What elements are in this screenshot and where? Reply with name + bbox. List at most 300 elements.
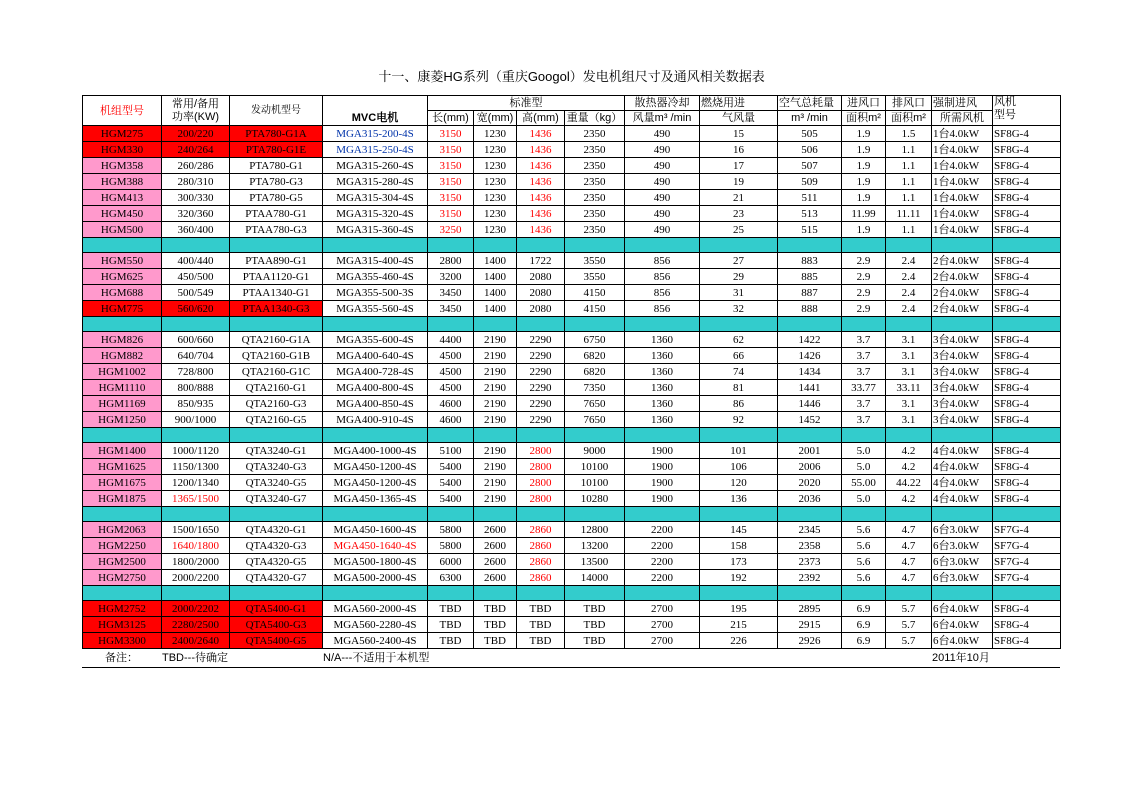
separator-cell — [428, 428, 474, 443]
group-separator — [83, 428, 1061, 443]
cell-combustion-air: 215 — [700, 617, 778, 633]
cell-outlet-area: 3.1 — [886, 412, 932, 428]
notes-tbd: TBD---待确定 — [161, 649, 322, 668]
cell-fan-model: SF8G-4 — [993, 348, 1061, 364]
cell-width: 2190 — [474, 443, 517, 459]
cell-airflow: 490 — [625, 142, 700, 158]
cell-engine: PTAA1120-G1 — [230, 269, 323, 285]
cell-air-total: 515 — [778, 222, 842, 238]
cell-power: 800/888 — [162, 380, 230, 396]
separator-cell — [565, 317, 625, 332]
cell-inlet-area: 5.6 — [842, 538, 886, 554]
cell-inlet-area: 1.9 — [842, 142, 886, 158]
cell-width: 2600 — [474, 570, 517, 586]
cell-width: 1230 — [474, 222, 517, 238]
cell-power: 500/549 — [162, 285, 230, 301]
cell-inlet-area: 3.7 — [842, 332, 886, 348]
page-title: 十一、康菱HG系列（重庆Googol）发电机组尺寸及通风相关数据表 — [83, 58, 1061, 96]
cell-alternator: MGA315-320-4S — [323, 206, 428, 222]
cell-width: 1400 — [474, 269, 517, 285]
cell-alternator: MGA355-560-4S — [323, 301, 428, 317]
cell-alternator: MGA450-1200-4S — [323, 475, 428, 491]
cell-power: 900/1000 — [162, 412, 230, 428]
cell-outlet-area: 2.4 — [886, 253, 932, 269]
cell-model: HGM2752 — [83, 601, 162, 617]
cell-air-total: 1426 — [778, 348, 842, 364]
cell-combustion-air: 31 — [700, 285, 778, 301]
cell-engine: QTA4320-G3 — [230, 538, 323, 554]
table-row — [83, 285, 1061, 301]
cell-height: 2290 — [517, 380, 565, 396]
cell-airflow: 856 — [625, 301, 700, 317]
separator-cell — [886, 586, 932, 601]
cell-weight: 14000 — [565, 570, 625, 586]
cell-weight: TBD — [565, 633, 625, 649]
cell-engine: QTA5400-G5 — [230, 633, 323, 649]
separator-cell — [842, 317, 886, 332]
cell-engine: QTA3240-G3 — [230, 459, 323, 475]
cell-model: HGM2250 — [83, 538, 162, 554]
cell-airflow: 490 — [625, 126, 700, 142]
cell-power: 320/360 — [162, 206, 230, 222]
cell-power: 1150/1300 — [162, 459, 230, 475]
table-row — [83, 570, 1061, 586]
separator-cell — [993, 428, 1061, 443]
separator-cell — [625, 317, 700, 332]
cell-length: 3150 — [428, 174, 474, 190]
cell-power: 728/800 — [162, 364, 230, 380]
separator-cell — [700, 238, 778, 253]
cell-model: HGM688 — [83, 285, 162, 301]
cell-air-total: 1422 — [778, 332, 842, 348]
cell-length: 5800 — [428, 538, 474, 554]
cell-length: 3450 — [428, 301, 474, 317]
cell-model: HGM550 — [83, 253, 162, 269]
cell-engine: QTA3240-G5 — [230, 475, 323, 491]
cell-forced-fans: 1台4.0kW — [932, 174, 993, 190]
separator-cell — [932, 428, 993, 443]
cell-combustion-air: 23 — [700, 206, 778, 222]
cell-weight: TBD — [565, 617, 625, 633]
cell-outlet-area: 2.4 — [886, 301, 932, 317]
cell-height: 2290 — [517, 396, 565, 412]
cell-engine: QTA2160-G1 — [230, 380, 323, 396]
notes-date: 2011年10月 — [931, 649, 1060, 668]
table-row — [83, 443, 1061, 459]
cell-model: HGM882 — [83, 348, 162, 364]
cell-power: 1800/2000 — [162, 554, 230, 570]
cell-forced-fans: 6台3.0kW — [932, 554, 993, 570]
cell-weight: 6750 — [565, 332, 625, 348]
cell-height: 2860 — [517, 522, 565, 538]
cell-fan-model: SF8G-4 — [993, 364, 1061, 380]
cell-outlet-area: 2.4 — [886, 269, 932, 285]
cell-combustion-air: 226 — [700, 633, 778, 649]
cell-engine: QTA5400-G3 — [230, 617, 323, 633]
separator-cell — [323, 317, 428, 332]
cell-model: HGM275 — [83, 126, 162, 142]
cell-length: 6000 — [428, 554, 474, 570]
cell-airflow: 2700 — [625, 633, 700, 649]
cell-length: 5100 — [428, 443, 474, 459]
separator-cell — [474, 428, 517, 443]
group-separator — [83, 507, 1061, 522]
cell-model: HGM2500 — [83, 554, 162, 570]
cell-engine: PTAA780-G3 — [230, 222, 323, 238]
cell-inlet-area: 2.9 — [842, 269, 886, 285]
header-standard-type: 标准型 — [428, 96, 625, 111]
cell-inlet-area: 6.9 — [842, 633, 886, 649]
cell-weight: 3550 — [565, 253, 625, 269]
cell-combustion-air: 106 — [700, 459, 778, 475]
cell-length: TBD — [428, 617, 474, 633]
cell-forced-fans: 6台3.0kW — [932, 538, 993, 554]
table-row — [83, 174, 1061, 190]
cell-airflow: 1360 — [625, 364, 700, 380]
cell-length: 3200 — [428, 269, 474, 285]
cell-combustion-air: 62 — [700, 332, 778, 348]
separator-cell — [700, 586, 778, 601]
cell-engine: QTA4320-G5 — [230, 554, 323, 570]
cell-model: HGM450 — [83, 206, 162, 222]
cell-model: HGM1400 — [83, 443, 162, 459]
separator-cell — [162, 317, 230, 332]
cell-length: 5800 — [428, 522, 474, 538]
cell-power: 450/500 — [162, 269, 230, 285]
cell-width: TBD — [474, 601, 517, 617]
cell-air-total: 513 — [778, 206, 842, 222]
cell-forced-fans: 4台4.0kW — [932, 443, 993, 459]
cell-air-total: 2373 — [778, 554, 842, 570]
table-row — [83, 206, 1061, 222]
cell-height: 2080 — [517, 285, 565, 301]
separator-cell — [886, 317, 932, 332]
notes-blank — [516, 649, 931, 668]
cell-outlet-area: 1.5 — [886, 126, 932, 142]
separator-cell — [993, 507, 1061, 522]
separator-cell — [517, 238, 565, 253]
cell-airflow: 1900 — [625, 475, 700, 491]
cell-power: 360/400 — [162, 222, 230, 238]
table-row — [83, 190, 1061, 206]
cell-weight: 2350 — [565, 126, 625, 142]
cell-weight: 2350 — [565, 206, 625, 222]
separator-cell — [230, 507, 323, 522]
cell-weight: 4150 — [565, 285, 625, 301]
cell-combustion-air: 86 — [700, 396, 778, 412]
cell-forced-fans: 3台4.0kW — [932, 332, 993, 348]
cell-length: TBD — [428, 633, 474, 649]
cell-alternator: MGA450-1640-4S — [323, 538, 428, 554]
cell-width: 2190 — [474, 491, 517, 507]
separator-cell — [83, 507, 162, 522]
table-row — [83, 601, 1061, 617]
cell-air-total: 885 — [778, 269, 842, 285]
cell-airflow: 1360 — [625, 412, 700, 428]
cell-power: 600/660 — [162, 332, 230, 348]
cell-forced-fans: 2台4.0kW — [932, 285, 993, 301]
cell-power: 2400/2640 — [162, 633, 230, 649]
separator-cell — [778, 238, 842, 253]
cell-inlet-area: 5.0 — [842, 491, 886, 507]
spreadsheet — [82, 58, 1040, 668]
cell-height: 1436 — [517, 174, 565, 190]
cell-weight: 7350 — [565, 380, 625, 396]
cell-airflow: 1900 — [625, 491, 700, 507]
separator-cell — [517, 507, 565, 522]
cell-alternator: MGA500-2000-4S — [323, 570, 428, 586]
separator-cell — [993, 586, 1061, 601]
separator-cell — [474, 507, 517, 522]
cell-air-total: 2915 — [778, 617, 842, 633]
cell-combustion-air: 16 — [700, 142, 778, 158]
cell-model: HGM358 — [83, 158, 162, 174]
cell-outlet-area: 5.7 — [886, 601, 932, 617]
separator-cell — [932, 238, 993, 253]
cell-forced-fans: 3台4.0kW — [932, 412, 993, 428]
cell-fan-model: SF8G-4 — [993, 491, 1061, 507]
cell-fan-model: SF8G-4 — [993, 633, 1061, 649]
separator-cell — [993, 238, 1061, 253]
cell-power: 1365/1500 — [162, 491, 230, 507]
cell-height: 2290 — [517, 332, 565, 348]
cell-combustion-air: 66 — [700, 348, 778, 364]
cell-inlet-area: 3.7 — [842, 364, 886, 380]
cell-forced-fans: 1台4.0kW — [932, 158, 993, 174]
cell-height: 2800 — [517, 491, 565, 507]
separator-cell — [428, 238, 474, 253]
cell-air-total: 2895 — [778, 601, 842, 617]
separator-cell — [625, 586, 700, 601]
cell-width: 2190 — [474, 475, 517, 491]
cell-length: 4500 — [428, 364, 474, 380]
cell-width: TBD — [474, 617, 517, 633]
cell-weight: 2350 — [565, 190, 625, 206]
cell-airflow: 1900 — [625, 459, 700, 475]
cell-airflow: 856 — [625, 285, 700, 301]
cell-inlet-area: 33.77 — [842, 380, 886, 396]
cell-airflow: 490 — [625, 174, 700, 190]
cell-weight: 2350 — [565, 174, 625, 190]
cell-fan-model: SF8G-4 — [993, 269, 1061, 285]
cell-model: HGM330 — [83, 142, 162, 158]
cell-engine: PTAA1340-G1 — [230, 285, 323, 301]
cell-airflow: 1360 — [625, 380, 700, 396]
separator-cell — [993, 317, 1061, 332]
cell-engine: PTA780-G1A — [230, 126, 323, 142]
cell-weight: 10100 — [565, 475, 625, 491]
cell-width: TBD — [474, 633, 517, 649]
cell-outlet-area: 4.7 — [886, 554, 932, 570]
cell-engine: QTA4320-G1 — [230, 522, 323, 538]
table-row — [83, 158, 1061, 174]
cell-outlet-area: 5.7 — [886, 633, 932, 649]
cell-alternator: MGA400-728-4S — [323, 364, 428, 380]
separator-cell — [474, 238, 517, 253]
separator-cell — [162, 428, 230, 443]
cell-width: 1230 — [474, 206, 517, 222]
cell-combustion-air: 74 — [700, 364, 778, 380]
cell-model: HGM500 — [83, 222, 162, 238]
cell-forced-fans: 1台4.0kW — [932, 126, 993, 142]
table-row — [83, 459, 1061, 475]
cell-engine: QTA4320-G7 — [230, 570, 323, 586]
cell-airflow: 1360 — [625, 332, 700, 348]
cell-height: 2080 — [517, 269, 565, 285]
separator-cell — [778, 317, 842, 332]
cell-length: 4600 — [428, 396, 474, 412]
cell-weight: 6820 — [565, 364, 625, 380]
separator-cell — [83, 586, 162, 601]
separator-cell — [428, 317, 474, 332]
cell-width: 1230 — [474, 158, 517, 174]
cell-inlet-area: 3.7 — [842, 348, 886, 364]
separator-cell — [842, 238, 886, 253]
cell-engine: QTA2160-G5 — [230, 412, 323, 428]
cell-inlet-area: 2.9 — [842, 301, 886, 317]
cell-alternator: MGA400-640-4S — [323, 348, 428, 364]
separator-cell — [778, 586, 842, 601]
cell-length: 3450 — [428, 285, 474, 301]
cell-length: 3150 — [428, 158, 474, 174]
cell-weight: 2350 — [565, 142, 625, 158]
cell-engine: PTA780-G3 — [230, 174, 323, 190]
cell-airflow: 2200 — [625, 538, 700, 554]
cell-length: 6300 — [428, 570, 474, 586]
cell-alternator: MGA560-2280-4S — [323, 617, 428, 633]
cell-width: 2190 — [474, 332, 517, 348]
cell-alternator: MGA560-2400-4S — [323, 633, 428, 649]
cell-power: 640/704 — [162, 348, 230, 364]
cell-outlet-area: 1.1 — [886, 158, 932, 174]
cell-model: HGM1250 — [83, 412, 162, 428]
cell-weight: TBD — [565, 601, 625, 617]
cell-forced-fans: 1台4.0kW — [932, 190, 993, 206]
cell-inlet-area: 1.9 — [842, 190, 886, 206]
cell-model: HGM1110 — [83, 380, 162, 396]
table-row — [83, 332, 1061, 348]
cell-alternator: MGA400-910-4S — [323, 412, 428, 428]
cell-fan-model: SF8G-4 — [993, 301, 1061, 317]
cell-alternator: MGA315-400-4S — [323, 253, 428, 269]
separator-cell — [886, 507, 932, 522]
cell-combustion-air: 158 — [700, 538, 778, 554]
cell-inlet-area: 1.9 — [842, 158, 886, 174]
header-model: 机组型号 — [83, 96, 162, 126]
separator-cell — [428, 507, 474, 522]
cell-forced-fans: 6台4.0kW — [932, 617, 993, 633]
cell-outlet-area: 1.1 — [886, 222, 932, 238]
header-row-1 — [83, 96, 1061, 111]
cell-air-total: 509 — [778, 174, 842, 190]
header-combustion: 燃烧用进 — [700, 96, 778, 111]
cell-weight: 13200 — [565, 538, 625, 554]
cell-inlet-area: 5.6 — [842, 554, 886, 570]
cell-length: 4600 — [428, 412, 474, 428]
cell-air-total: 883 — [778, 253, 842, 269]
cell-forced-fans: 3台4.0kW — [932, 396, 993, 412]
cell-forced-fans: 4台4.0kW — [932, 491, 993, 507]
header-airflow: 风量m³ /min — [625, 111, 700, 126]
cell-height: 2080 — [517, 301, 565, 317]
separator-cell — [162, 507, 230, 522]
cell-combustion-air: 29 — [700, 269, 778, 285]
cell-fan-model: SF8G-4 — [993, 332, 1061, 348]
cell-air-total: 1434 — [778, 364, 842, 380]
cell-power: 200/220 — [162, 126, 230, 142]
separator-cell — [700, 317, 778, 332]
separator-cell — [565, 428, 625, 443]
cell-air-total: 2006 — [778, 459, 842, 475]
table-row — [83, 348, 1061, 364]
cell-width: 1230 — [474, 126, 517, 142]
cell-power: 2000/2202 — [162, 601, 230, 617]
cell-airflow: 490 — [625, 158, 700, 174]
cell-air-total: 506 — [778, 142, 842, 158]
cell-airflow: 490 — [625, 190, 700, 206]
cell-alternator: MGA400-1000-4S — [323, 443, 428, 459]
separator-cell — [230, 317, 323, 332]
cell-model: HGM3125 — [83, 617, 162, 633]
header-blank — [323, 96, 428, 111]
cell-fan-model: SF8G-4 — [993, 222, 1061, 238]
cell-width: 2190 — [474, 380, 517, 396]
table-row — [83, 380, 1061, 396]
cell-air-total: 2358 — [778, 538, 842, 554]
title-row — [83, 58, 1061, 96]
cell-weight: 4150 — [565, 301, 625, 317]
separator-cell — [565, 507, 625, 522]
cell-power: 1200/1340 — [162, 475, 230, 491]
cell-combustion-air: 120 — [700, 475, 778, 491]
cell-forced-fans: 6台4.0kW — [932, 633, 993, 649]
cell-air-total: 1452 — [778, 412, 842, 428]
cell-model: HGM388 — [83, 174, 162, 190]
cell-weight: 10280 — [565, 491, 625, 507]
cell-forced-fans: 2台4.0kW — [932, 253, 993, 269]
table-row — [83, 633, 1061, 649]
cell-outlet-area: 4.2 — [886, 443, 932, 459]
cell-model: HGM413 — [83, 190, 162, 206]
cell-inlet-area: 11.99 — [842, 206, 886, 222]
cell-forced-fans: 3台4.0kW — [932, 364, 993, 380]
cell-outlet-area: 3.1 — [886, 332, 932, 348]
cell-alternator: MGA400-800-4S — [323, 380, 428, 396]
cell-width: 1230 — [474, 190, 517, 206]
cell-engine: PTAA1340-G3 — [230, 301, 323, 317]
separator-cell — [842, 507, 886, 522]
cell-weight: 13500 — [565, 554, 625, 570]
header-inlet: 进风口 — [842, 96, 886, 111]
cell-outlet-area: 4.7 — [886, 570, 932, 586]
cell-inlet-area: 5.6 — [842, 522, 886, 538]
cell-height: 2800 — [517, 475, 565, 491]
cell-air-total: 1441 — [778, 380, 842, 396]
cell-outlet-area: 44.22 — [886, 475, 932, 491]
separator-cell — [778, 428, 842, 443]
cell-power: 260/286 — [162, 158, 230, 174]
cell-model: HGM625 — [83, 269, 162, 285]
separator-cell — [323, 507, 428, 522]
cell-combustion-air: 101 — [700, 443, 778, 459]
cell-fan-model: SF8G-4 — [993, 190, 1061, 206]
group-separator — [83, 586, 1061, 601]
table-row — [83, 522, 1061, 538]
cell-inlet-area: 1.9 — [842, 222, 886, 238]
cell-weight: 7650 — [565, 396, 625, 412]
cell-power: 2000/2200 — [162, 570, 230, 586]
cell-length: 4500 — [428, 380, 474, 396]
